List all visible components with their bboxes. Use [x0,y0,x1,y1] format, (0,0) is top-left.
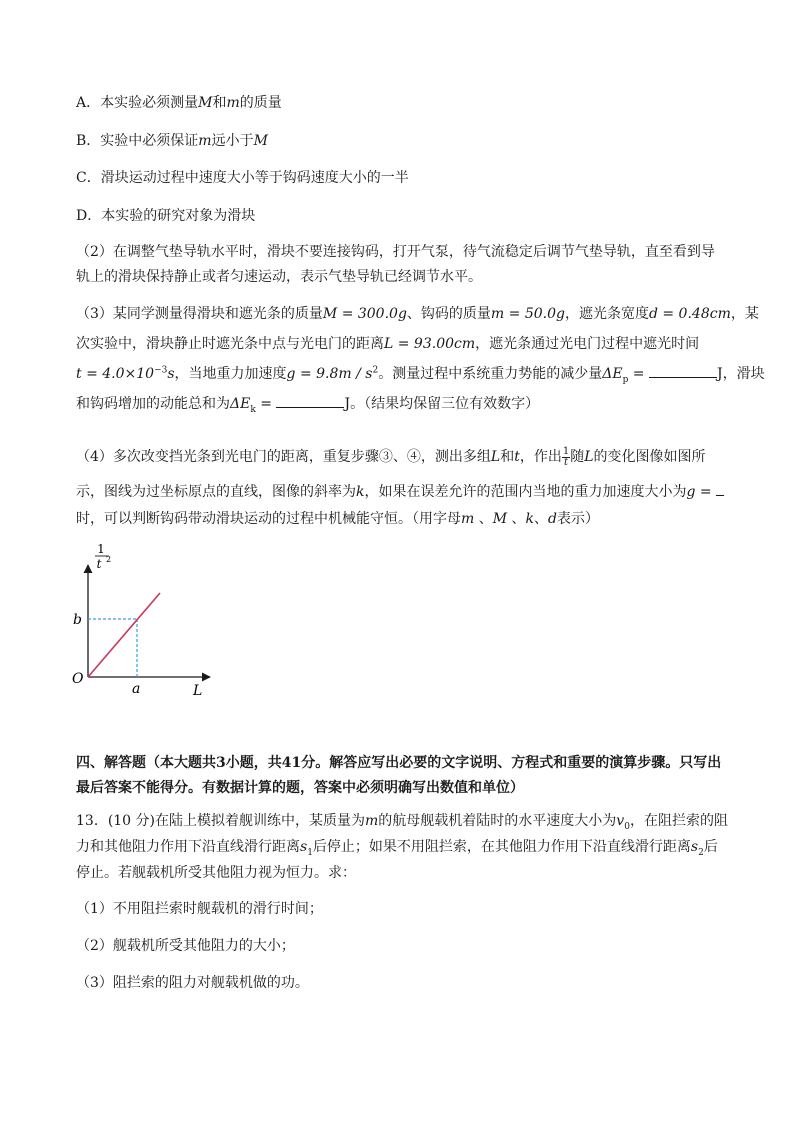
q3-text: J。（结果均保留三位有效数字） [344,396,540,412]
q4-text: ，作出 [519,449,562,465]
q4-text: （4）多次改变挡光条到光电门的距离，重复步骤③、④，测出多组 [76,449,491,465]
option-d: D．本实验的研究对象为滑块 [76,208,256,224]
gravity-g-value: g = 9.8m / s [286,366,373,382]
var-s1: s [300,839,308,855]
q3-text: ，遮光条通过光电门过程中遮光时间 [475,336,700,352]
q3-text: 和钩码增加的动能总和为 [76,396,230,412]
answer-blank-g[interactable] [716,481,724,496]
var-L: L [584,449,594,465]
var-m: m [226,95,240,111]
q3-text: 。测量过程中系统重力势能的减少量 [378,366,603,382]
q3-text: ，当地重力加速度 [174,366,287,382]
delta-ep: ΔE [602,366,623,382]
width-d-value: d = 0.48cm [648,306,731,322]
equals: = [628,366,649,382]
time-t-value: t = 4.0×10 [76,366,155,382]
q4-text: 随 [570,449,585,465]
var-t: t [514,449,520,465]
var-M: M [492,511,508,527]
option-b-mid: 远小于 [211,133,254,149]
y-label-denominator: t [96,557,102,571]
y-label-numerator: 1 [97,542,105,556]
answer-blank-ek[interactable] [276,393,344,408]
q3-line-4 [76,393,736,415]
q13-line-1 [76,810,736,832]
q4-text: 表示） [556,511,599,527]
q4-text: 的变化图像如图所 [593,449,706,465]
q4-text: 、 [507,511,526,527]
var-M: M [253,133,268,149]
q13-text: 的航母舰载机着陆时的水平速度大小为 [378,813,617,829]
option-a [76,92,736,114]
q4-text: 示，图线为过坐标原点的直线，图像的斜率为 [76,484,356,500]
var-m: m [461,511,475,527]
distance-L-value: L = 93.00cm [384,336,476,352]
q13-part-2: （2）舰载机所受其他阻力的大小； [76,938,295,954]
var-m: m [365,813,379,829]
q2-line-2: 轨上的滑块保持静止或者匀速运动，表示气垫导轨已经调节水平。 [76,269,482,285]
q3-text: ，遮光条宽度 [564,306,649,322]
var-g: g [686,484,696,500]
q3-line-1 [76,303,759,325]
var-L: L [490,449,501,465]
section-4-heading-line-2: 最后答案不能得分。有数据计算的题，答案中必须明确写出数值和单位） [76,780,524,796]
s2-subscript: 2 [698,847,704,858]
mass-M-value: M = 300.0g [322,306,407,322]
equals: = [255,396,277,412]
q3-line-3 [76,363,765,385]
q4-text: 时，可以判断钩码带动滑块运动的过程中机械能守恒。（用字母 [76,511,461,527]
equals: = [695,484,717,500]
q4-text: ，如果在误差允许的范围内当地的重力加速度大小为 [364,484,687,500]
q13-text: 力和其他阻力作用下沿直线滑行距离 [76,839,300,855]
answer-blank-ep[interactable] [649,363,717,378]
q4-text: 和 [500,449,515,465]
section-4-heading-line-1: 四、解答题（本大题共3小题，共41分。解答应写出必要的文字说明、方程式和重要的演算步骤。只写出 [76,755,722,771]
s1-subscript: 1 [307,847,313,858]
delta-ek: ΔE [230,396,251,412]
v-subscript: 0 [624,821,630,832]
q3-text: J，滑块 [716,366,765,382]
q3-text: ，某 [730,306,759,322]
origin-label: O [72,671,84,687]
q13-text: 13．(10 分)在陆上模拟着舰训练中，某质量为 [76,813,366,829]
q4-text: 、 [534,511,549,527]
b-label: b [73,612,82,628]
gravity-exponent: 2 [372,365,379,376]
fraction-denominator: t [564,456,569,468]
var-M: M [198,95,213,111]
q13-part-3: （3）阻拦索的阻力对舰载机做的功。 [76,975,309,991]
var-d: d [548,511,557,527]
q2-line-1: （2）在调整气垫导轨水平时，滑块不要连接钩码，打开气泵，待气流稳定后调节气垫导轨，直至看到导 [76,244,715,260]
option-a-text: A．本实验必须测量 [76,95,199,111]
ep-subscript: p [622,374,629,385]
a-label: a [132,681,141,697]
graph-one-over-t2-vs-L [60,535,230,710]
var-v: v [616,813,625,829]
time-exponent: −3 [154,365,168,376]
fraction-numerator: 1 [562,445,570,457]
q3-text: 、钩码的质量 [406,306,491,322]
q3-line-2 [76,333,736,355]
q13-line-2 [76,836,736,858]
q4-text: 、 [474,511,493,527]
time-unit: s [167,366,175,382]
q13-text: 后 [703,839,718,855]
q4-line-1 [76,446,736,468]
option-b-text: B．实验中必须保证 [76,133,199,149]
q4-line-2 [76,481,736,503]
graph-line [88,593,160,677]
q13-text: ，在阻拦索的阻 [629,813,728,829]
q4-line-3 [76,508,736,530]
option-b [76,130,736,152]
mass-m-value: m = 50.0g [490,306,565,322]
ek-subscript: k [250,404,256,415]
q13-line-3: 停止。若舰载机所受其他阻力视为恒力。求： [76,865,356,881]
var-k: k [356,484,365,500]
y-label-exponent: 2 [106,555,112,564]
var-m: m [198,133,212,149]
x-label: L [193,683,203,699]
q13-part-1: （1）不用阻拦索时舰载机的滑行时间； [76,901,323,917]
q3-text: （3）某同学测量得滑块和遮光条的质量 [76,306,323,322]
var-s2: s [690,839,699,855]
q13-text: 后停止；如果不用阻拦索，在其他阻力作用下沿直线滑行距离 [312,839,691,855]
fraction-one-over-t [562,447,570,468]
option-c: C．滑块运动过程中速度大小等于钩码速度大小的一半 [76,170,409,186]
q3-text: 次实验中，滑块静止时遮光条中点与光电门的距离 [76,336,384,352]
option-a-mid: 和 [212,95,227,111]
option-a-post: 的质量 [239,95,282,111]
var-k: k [525,511,535,527]
